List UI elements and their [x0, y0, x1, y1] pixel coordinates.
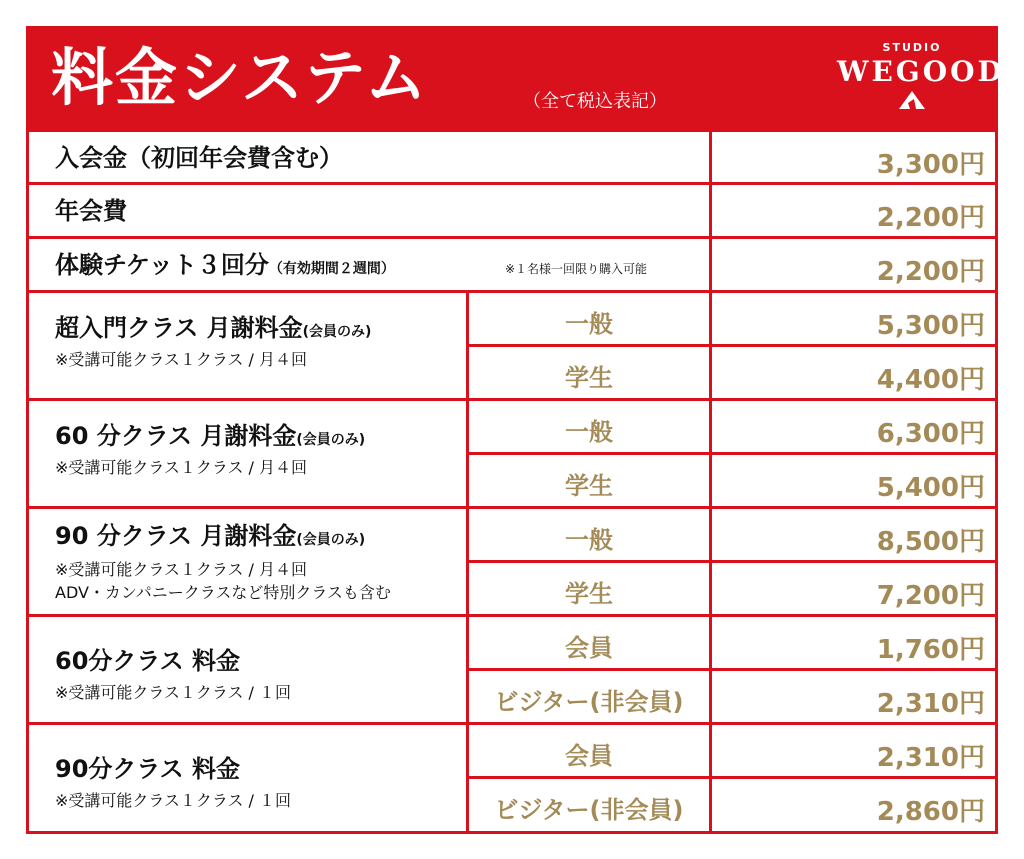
class-note: ※受講可能クラス１クラス / 月４回	[55, 350, 308, 369]
divider	[29, 129, 995, 132]
tier-price: 7,200円	[876, 581, 985, 611]
class-title	[55, 421, 365, 455]
class-title-sub: (会員のみ)	[302, 324, 372, 340]
tier-type: 学生	[565, 472, 613, 500]
logo-studio-text: STUDIO	[882, 41, 942, 54]
class-note: ※受講可能クラス１クラス / 月４回	[55, 458, 308, 477]
tier-price: 2,310円	[876, 743, 985, 773]
tier-price: 6,300円	[876, 419, 985, 449]
header-bar	[29, 29, 1005, 129]
class-title-sub: (会員のみ)	[296, 432, 366, 448]
tier-type: ビジター(非会員)	[494, 796, 684, 824]
tier-price: 8,500円	[876, 527, 985, 557]
annual-fee-price: 2,200円	[876, 203, 985, 233]
class-note: ※受講可能クラス１クラス / １回	[55, 791, 292, 810]
logo-wegood-text: WEGOOD	[837, 55, 1005, 88]
tier-price: 1,760円	[876, 635, 985, 665]
class-title-text: 60 分クラス 月謝料金	[55, 422, 297, 450]
divider	[466, 776, 995, 779]
tier-type: 一般	[565, 310, 613, 338]
trial-ticket-label	[55, 250, 395, 284]
class-title	[55, 313, 371, 347]
tax-note: （全て税込表記）	[523, 91, 667, 112]
annual-fee-label: 年会費	[55, 197, 127, 225]
class-title: 60分クラス 料金	[55, 647, 241, 675]
page-title: 料金システム	[51, 41, 429, 114]
trial-ticket-title: 体験チケット３回分	[55, 251, 269, 279]
tier-type: 一般	[565, 526, 613, 554]
tier-type: ビジター(非会員)	[494, 688, 684, 716]
tier-price: 2,860円	[876, 797, 985, 827]
divider	[29, 290, 995, 293]
tier-type: 学生	[565, 364, 613, 392]
divider	[29, 182, 995, 185]
divider	[466, 560, 995, 563]
divider	[466, 344, 995, 347]
trial-ticket-note: ※１名様一回限り購入可能	[505, 262, 648, 276]
tier-type: 学生	[565, 580, 613, 608]
tier-type: 一般	[565, 418, 613, 446]
trial-ticket-validity: （有効期間２週間）	[268, 261, 395, 277]
logo-mark-icon	[899, 91, 925, 109]
studio-logo	[837, 41, 1005, 121]
tier-price: 5,400円	[876, 473, 985, 503]
class-title-sub: (会員のみ)	[296, 532, 366, 548]
entry-fee-price: 3,300円	[876, 150, 985, 180]
divider	[29, 236, 995, 239]
class-title: 90分クラス 料金	[55, 755, 241, 783]
tier-price: 2,310円	[876, 689, 985, 719]
tier-type: 会員	[565, 742, 613, 770]
divider	[466, 452, 995, 455]
entry-fee-label: 入会金（初回年会費含む）	[55, 144, 343, 172]
class-note: ADV・カンパニークラスなど特別クラスも含む	[55, 583, 391, 602]
tier-type: 会員	[565, 634, 613, 662]
divider	[29, 506, 995, 509]
divider	[709, 129, 712, 831]
divider	[29, 722, 995, 725]
trial-ticket-price: 2,200円	[876, 257, 985, 287]
class-note: ※受講可能クラス１クラス / 月４回	[55, 560, 308, 579]
tier-price: 5,300円	[876, 311, 985, 341]
class-title-text: 90 分クラス 月謝料金	[55, 522, 297, 550]
divider	[29, 398, 995, 401]
class-title-text: 超入門クラス 月謝料金	[55, 314, 303, 342]
tier-price: 4,400円	[876, 365, 985, 395]
class-note: ※受講可能クラス１クラス / １回	[55, 683, 292, 702]
price-table	[26, 26, 1005, 834]
class-title	[55, 521, 365, 555]
divider	[29, 614, 995, 617]
divider	[466, 668, 995, 671]
